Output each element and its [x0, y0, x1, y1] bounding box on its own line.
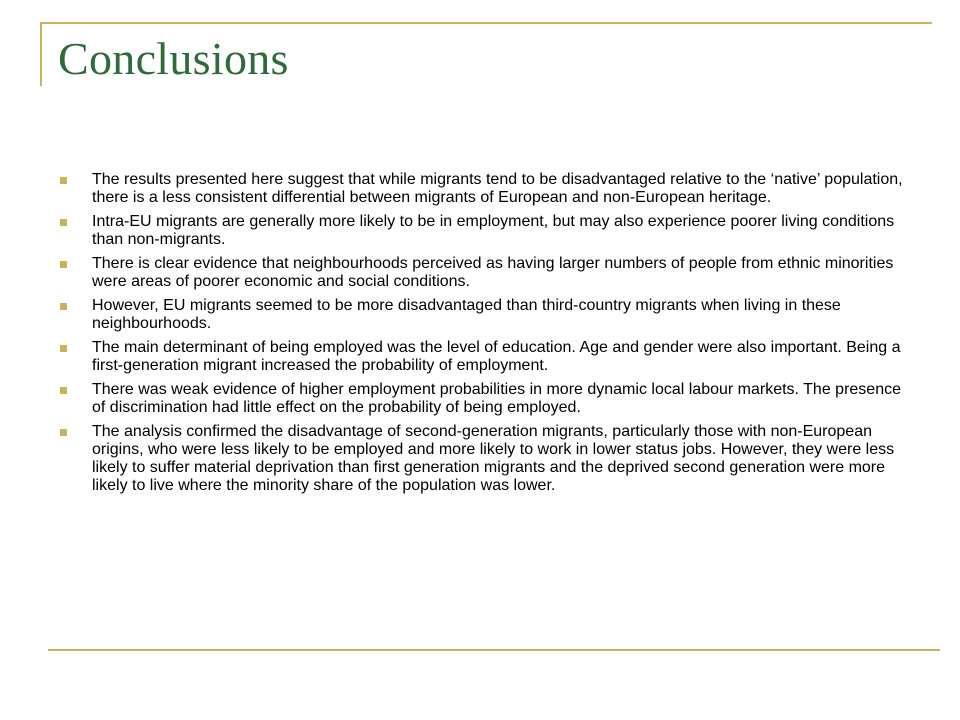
bullet-item [58, 255, 908, 291]
bullet-text: However, EU migrants seemed to be more disadvantaged than third-country migrants when living in these neighbourhoods. [92, 297, 841, 332]
square-bullet-icon [60, 303, 67, 310]
left-divider [40, 22, 42, 86]
bullet-item [58, 297, 908, 333]
square-bullet-icon [60, 387, 67, 394]
bullet-text: The results presented here suggest that while migrants tend to be disadvantaged relative to the ‘native’ population, there is a less consistent differential between migrants of European and non-European heritage. [92, 171, 903, 206]
slide-title: Conclusions [58, 33, 289, 84]
bullet-text: Intra-EU migrants are generally more likely to be in employment, but may also experience poorer living conditions than non-migrants. [92, 213, 895, 248]
square-bullet-icon [60, 219, 67, 226]
bullet-item [58, 381, 908, 417]
bullet-text: The main determinant of being employed was the level of education. Age and gender were also important. Being a first-generation migrant increased the probability of employment. [92, 339, 901, 374]
bullet-item [58, 423, 908, 495]
bullet-item [58, 171, 908, 207]
bullet-text: The analysis confirmed the disadvantage of second-generation migrants, particularly those with non-European origins, who were less likely to be employed and more likely to work in lower status jobs. However, they were less likely to suffer material deprivation than first generation migrants and the deprived second generation were more likely to live where the minority share of the population was lower. [92, 423, 895, 494]
square-bullet-icon [60, 345, 67, 352]
top-divider [40, 22, 932, 24]
bottom-divider [48, 649, 940, 651]
bullet-item [58, 213, 908, 249]
bullet-text: There was weak evidence of higher employment probabilities in more dynamic local labour markets. The presence of discrimination had little effect on the probability of being employed. [92, 381, 901, 416]
square-bullet-icon [60, 261, 67, 268]
square-bullet-icon [60, 177, 67, 184]
bullet-list [58, 171, 908, 501]
bullet-text: There is clear evidence that neighbourhoods perceived as having larger numbers of people from ethnic minorities were areas of poorer economic and social conditions. [92, 255, 894, 290]
square-bullet-icon [60, 429, 67, 436]
bullet-item [58, 339, 908, 375]
